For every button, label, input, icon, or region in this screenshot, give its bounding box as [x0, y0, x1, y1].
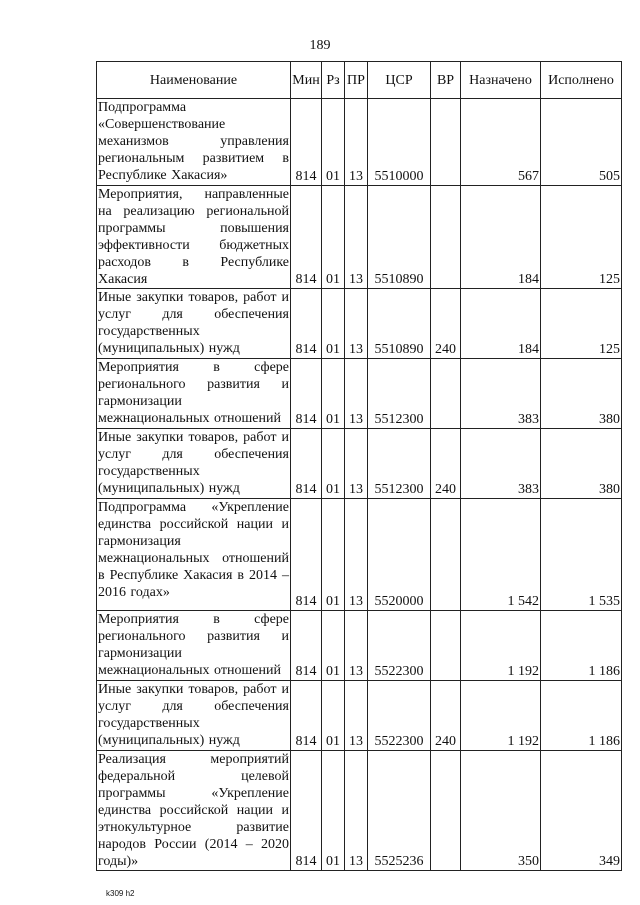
- cell-pr: 13: [345, 429, 368, 499]
- budget-table: [96, 61, 622, 871]
- cell-rz: 01: [322, 681, 345, 751]
- cell-executed: 349: [541, 751, 622, 871]
- cell-name: Иные закупки товаров, работ и услуг для обеспечения государственных (муниципальных) нужд: [97, 289, 291, 359]
- header-assigned: Назначено: [461, 62, 541, 99]
- cell-csr: 5525236: [368, 751, 431, 871]
- cell-min: 814: [291, 359, 322, 429]
- cell-csr: 5522300: [368, 681, 431, 751]
- cell-vr: [431, 186, 461, 289]
- page-number: 189: [309, 38, 331, 53]
- cell-rz: 01: [322, 751, 345, 871]
- cell-pr: 13: [345, 499, 368, 611]
- cell-assigned: 567: [461, 99, 541, 186]
- cell-rz: 01: [322, 186, 345, 289]
- cell-rz: 01: [322, 499, 345, 611]
- table-row: [97, 289, 622, 359]
- cell-vr: [431, 611, 461, 681]
- cell-name: Подпрограмма «Укрепление единства российской нации и гармонизация межнациональных отношений в Республике Хакасия в 2014 – 2016 годах»: [97, 499, 291, 611]
- cell-assigned: 1 192: [461, 681, 541, 751]
- cell-assigned: 350: [461, 751, 541, 871]
- cell-pr: 13: [345, 681, 368, 751]
- cell-csr: 5510890: [368, 186, 431, 289]
- cell-pr: 13: [345, 99, 368, 186]
- cell-pr: 13: [345, 611, 368, 681]
- cell-assigned: 1 542: [461, 499, 541, 611]
- cell-assigned: 184: [461, 186, 541, 289]
- cell-vr: 240: [431, 429, 461, 499]
- header-pr: ПР: [345, 62, 368, 99]
- cell-min: 814: [291, 611, 322, 681]
- table-row: [97, 186, 622, 289]
- cell-assigned: 383: [461, 429, 541, 499]
- cell-executed: 125: [541, 289, 622, 359]
- cell-assigned: 383: [461, 359, 541, 429]
- cell-min: 814: [291, 681, 322, 751]
- cell-rz: 01: [322, 289, 345, 359]
- cell-name: Мероприятия в сфере регионального развития и гармонизации межнациональных отношений: [97, 611, 291, 681]
- cell-min: 814: [291, 751, 322, 871]
- footer-code: k309 h2: [106, 889, 135, 898]
- cell-pr: 13: [345, 359, 368, 429]
- cell-csr: 5522300: [368, 611, 431, 681]
- cell-assigned: 184: [461, 289, 541, 359]
- header-rz: Рз: [322, 62, 345, 99]
- cell-csr: 5512300: [368, 429, 431, 499]
- cell-executed: 380: [541, 429, 622, 499]
- cell-vr: [431, 499, 461, 611]
- cell-min: 814: [291, 289, 322, 359]
- cell-name: Иные закупки товаров, работ и услуг для обеспечения государственных (муниципальных) нужд: [97, 681, 291, 751]
- cell-name: Иные закупки товаров, работ и услуг для обеспечения государственных (муниципальных) нужд: [97, 429, 291, 499]
- cell-csr: 5512300: [368, 359, 431, 429]
- cell-rz: 01: [322, 359, 345, 429]
- cell-min: 814: [291, 99, 322, 186]
- cell-vr: 240: [431, 289, 461, 359]
- cell-name: Мероприятия в сфере регионального развития и гармонизации межнациональных отношений: [97, 359, 291, 429]
- cell-csr: 5520000: [368, 499, 431, 611]
- header-csr: ЦСР: [368, 62, 431, 99]
- cell-vr: [431, 751, 461, 871]
- header-executed: Исполнено: [541, 62, 622, 99]
- cell-executed: 125: [541, 186, 622, 289]
- cell-csr: 5510000: [368, 99, 431, 186]
- table-row: [97, 751, 622, 871]
- cell-executed: 505: [541, 99, 622, 186]
- table-row: [97, 359, 622, 429]
- table-row: [97, 681, 622, 751]
- cell-vr: [431, 99, 461, 186]
- cell-min: 814: [291, 429, 322, 499]
- cell-executed: 1 186: [541, 611, 622, 681]
- cell-vr: [431, 359, 461, 429]
- cell-csr: 5510890: [368, 289, 431, 359]
- header-vr: ВР: [431, 62, 461, 99]
- cell-min: 814: [291, 186, 322, 289]
- cell-rz: 01: [322, 99, 345, 186]
- cell-name: Реализация мероприятий федеральной целевой программы «Укрепление единства российской нации и этнокультурное развитие народов России (2014 – 2020 годы)»: [98, 752, 289, 869]
- cell-vr: 240: [431, 681, 461, 751]
- table-row: [97, 611, 622, 681]
- table-header-row: [97, 62, 622, 99]
- cell-rz: 01: [322, 429, 345, 499]
- cell-executed: 1 186: [541, 681, 622, 751]
- cell-rz: 01: [322, 611, 345, 681]
- header-name: Наименование: [97, 62, 291, 99]
- table-row: [97, 499, 622, 611]
- cell-min: 814: [291, 499, 322, 611]
- cell-pr: 13: [345, 751, 368, 871]
- cell-executed: 380: [541, 359, 622, 429]
- cell-name: Подпрограмма «Совершенствование механизмов управления региональным развитием в Республике Хакасия»: [97, 99, 291, 186]
- cell-executed: 1 535: [541, 499, 622, 611]
- cell-name: Мероприятия, направленные на реализацию региональной программы повышения эффективности бюджетных расходов в Республике Хакасия: [98, 187, 289, 287]
- cell-assigned: 1 192: [461, 611, 541, 681]
- table-row: [97, 429, 622, 499]
- header-min: Мин: [291, 62, 322, 99]
- cell-pr: 13: [345, 186, 368, 289]
- table-row: [97, 99, 622, 186]
- cell-pr: 13: [345, 289, 368, 359]
